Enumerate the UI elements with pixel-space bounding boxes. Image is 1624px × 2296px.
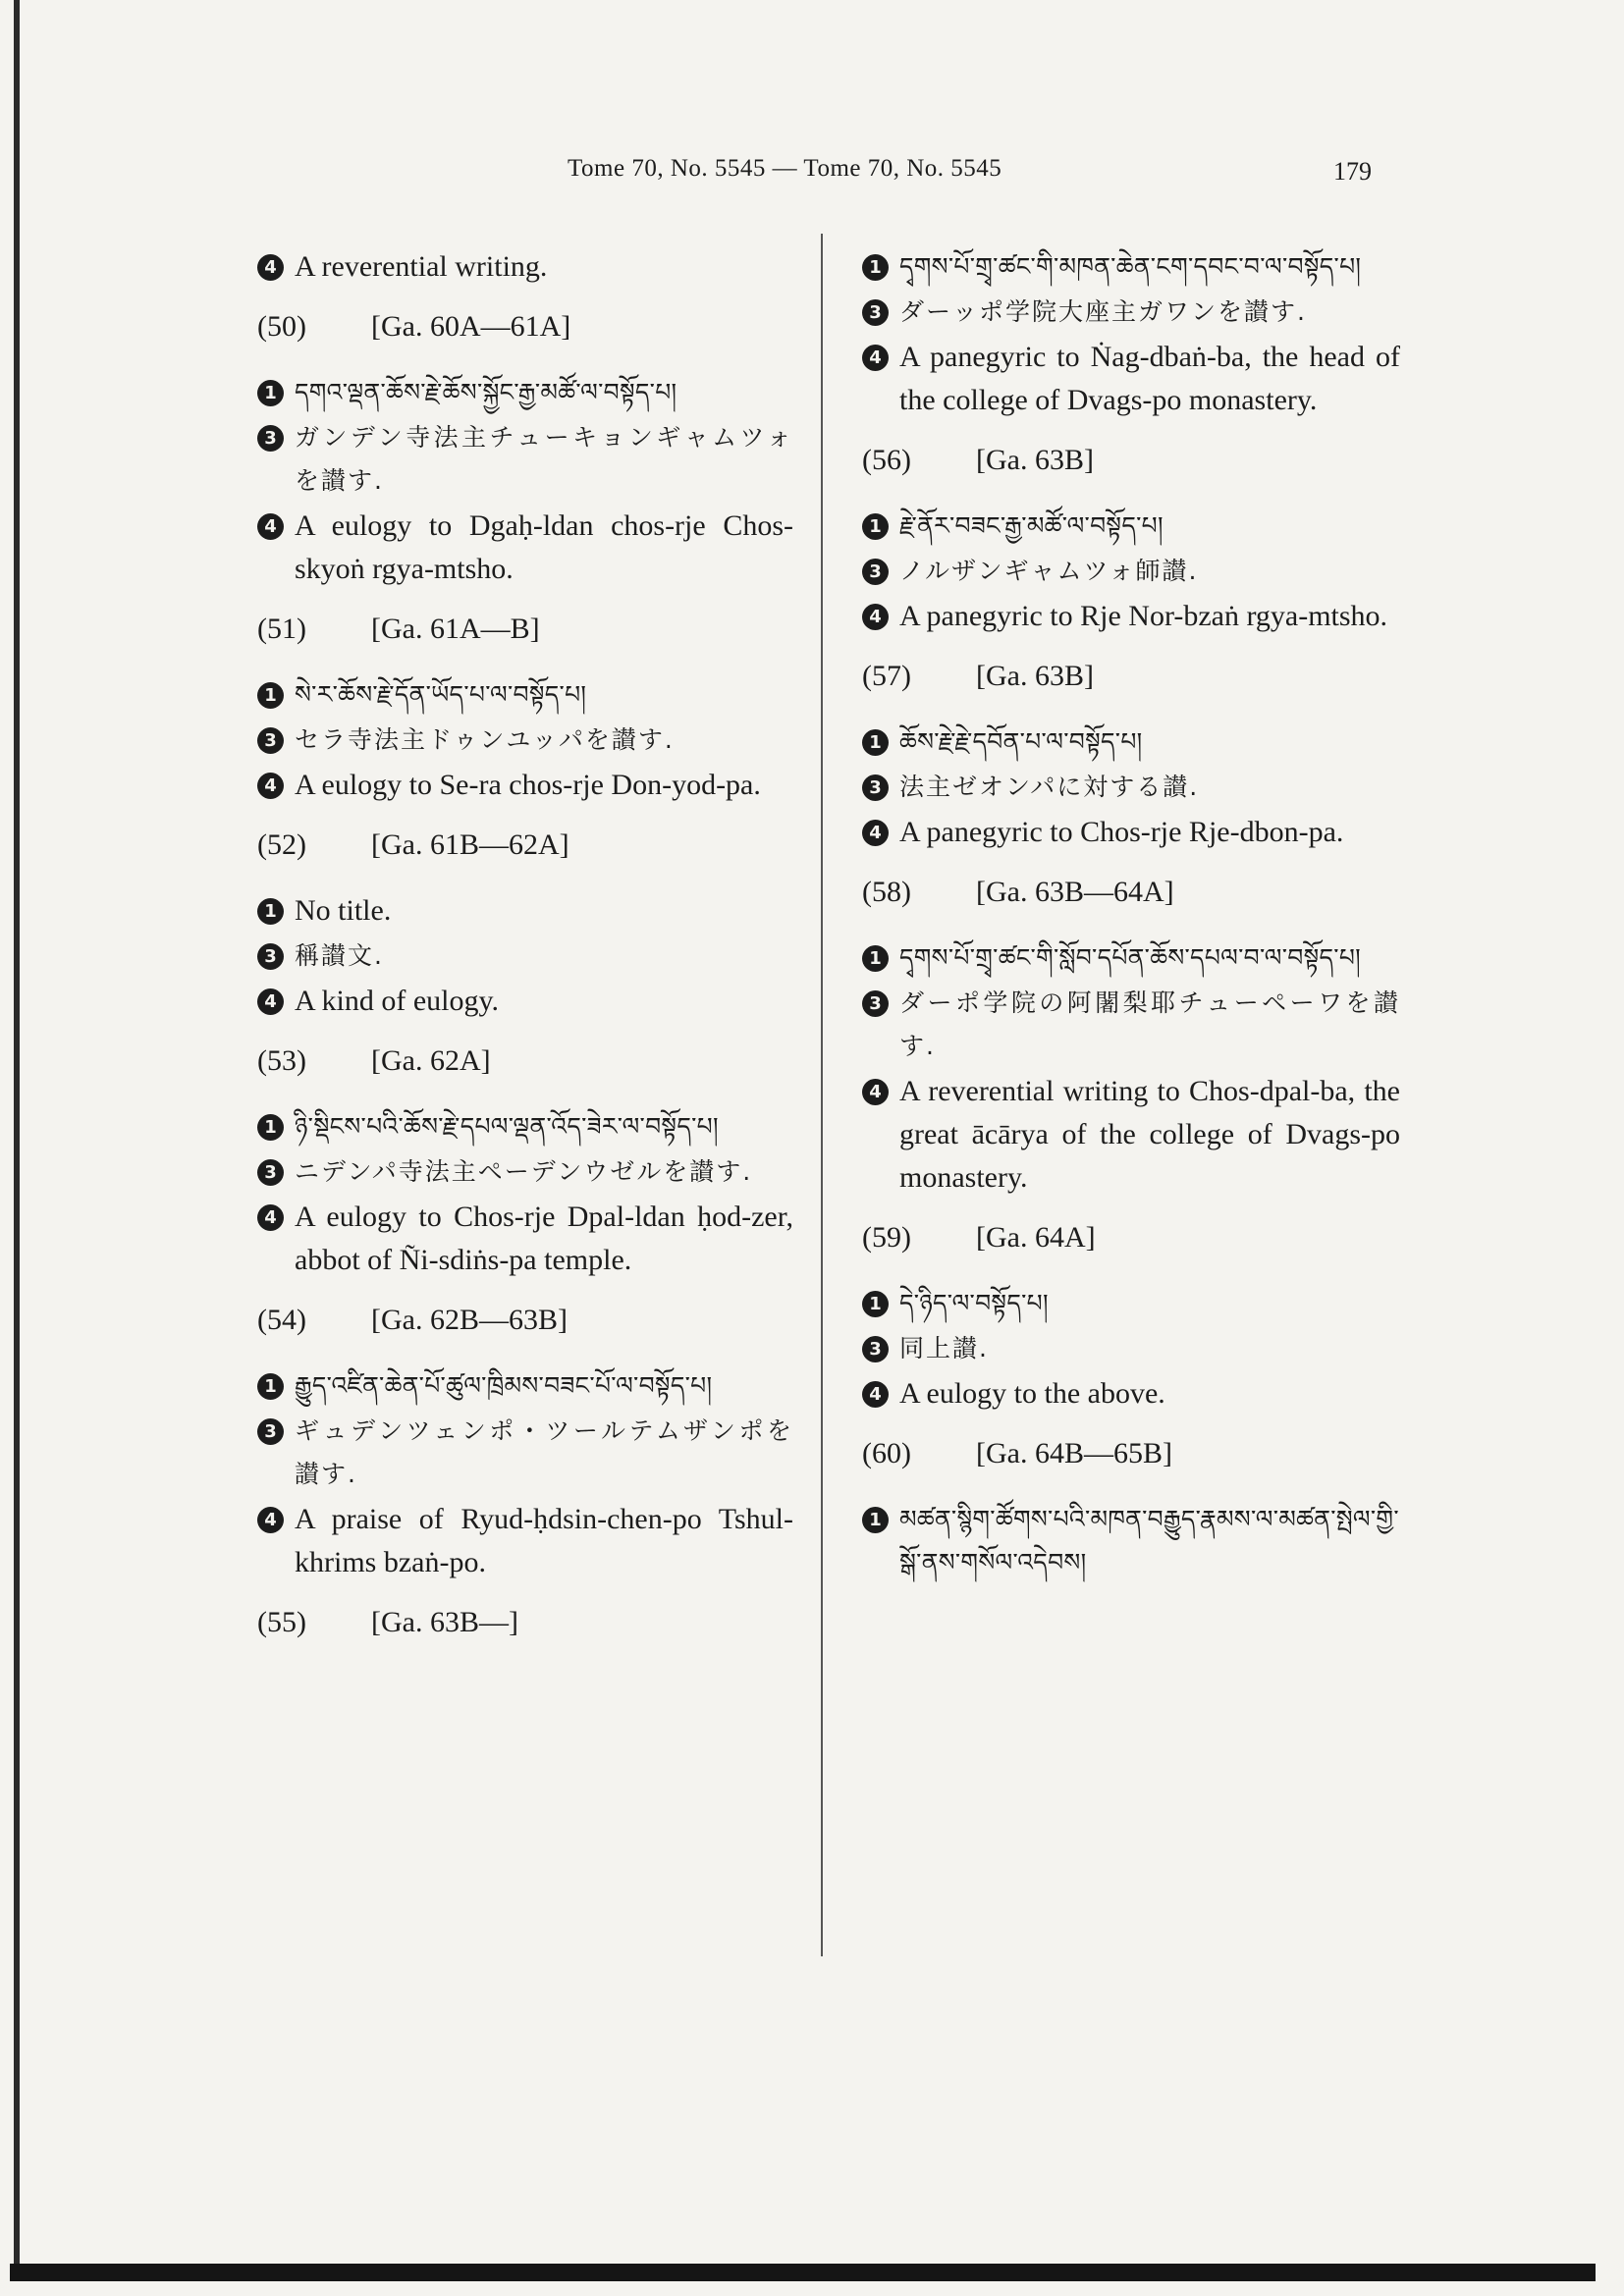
entry-number: (59) [862, 1221, 911, 1254]
marker-4-icon: 4 [862, 1381, 889, 1408]
tibetan-title: དྭགས་པོ་གྲྭ་ཚང་གི་མཁན་ཆེན་ངག་དབང་བ་ལ་བསྟོད་པ། [899, 252, 1362, 281]
tibetan-title: རྒྱུད་འཛིན་ཆེན་པོ་ཚུལ་ཁྲིམས་བཟང་པོ་ལ་བསྟོད་པ། [295, 1371, 713, 1400]
english-title-line [257, 1498, 793, 1584]
japanese-title: ニデンパ寺法主ペーデンウゼルを讃す. [295, 1157, 753, 1186]
marker-3-icon: 3 [862, 559, 889, 585]
right-column [862, 245, 1400, 1586]
entry-number: (60) [862, 1437, 911, 1469]
japanese-title: 法主ゼオンパに対する讃. [899, 773, 1200, 801]
marker-4-icon: 4 [862, 820, 889, 846]
japanese-title-line [257, 719, 793, 762]
marker-1-icon: 1 [862, 729, 889, 756]
japanese-title: ガンデン寺法主チューキョンギャムツォを讃す. [295, 423, 793, 495]
running-header: Tome 70, No. 5545 — Tome 70, No. 5545 [568, 155, 1002, 182]
english-title: A panegyric to Chos-rje Rje-dbon-pa. [899, 816, 1344, 848]
marker-1-icon: 1 [257, 380, 284, 406]
left-column [257, 245, 793, 1667]
marker-4-icon: 4 [862, 345, 889, 371]
tibetan-title: No title. [295, 894, 392, 927]
entry-number: (57) [862, 660, 911, 692]
tibetan-title: དགའ་ལྡན་ཆོས་རྗེ་ཆོས་སྐྱོང་རྒྱ་མཚོ་ལ་བསྟོད་པ། [295, 378, 677, 406]
marker-1-icon: 1 [257, 682, 284, 709]
english-title-line [257, 764, 793, 807]
entry-heading [257, 1044, 793, 1078]
marker-1-icon: 1 [862, 513, 889, 540]
english-title-line [257, 980, 793, 1023]
japanese-title-line [257, 1150, 793, 1194]
tibetan-title: དྭགས་པོ་གྲྭ་ཚང་གི་སློབ་དཔོན་ཆོས་དཔལ་བ་ལ་བསྟོད་པ། [899, 943, 1362, 972]
marker-1-icon: 1 [257, 1114, 284, 1141]
column-divider [821, 234, 823, 1956]
marker-3-icon: 3 [257, 1418, 284, 1445]
entry-heading [257, 613, 793, 646]
entry-number: (53) [257, 1044, 306, 1077]
tibetan-title-line [257, 1105, 793, 1148]
english-title-line [257, 1196, 793, 1282]
japanese-title: セラ寺法主ドゥンユッパを讃す. [295, 725, 675, 754]
marker-4-icon: 4 [257, 513, 284, 540]
entry-heading [257, 310, 793, 344]
english-title-line [862, 811, 1400, 854]
english-title: A eulogy to Dgaḥ-ldan chos-rje Chos-skyoṅ rgya-mtsho. [295, 509, 793, 585]
english-title-line [862, 1372, 1400, 1415]
entry-ref: [Ga. 63B] [976, 444, 1094, 476]
entry-ref: [Ga. 62A] [371, 1044, 491, 1077]
entry-ref: [Ga. 60A—61A] [371, 310, 571, 343]
entry-heading [257, 1304, 793, 1337]
entry-number: (56) [862, 444, 911, 476]
tibetan-title: ཉི་སྡིངས་པའི་ཆོས་རྗེ་དཔལ་ལྡན་འོད་ཟེར་ལ་བསྟོད་པ། [295, 1112, 719, 1141]
marker-4-icon: 4 [257, 1204, 284, 1231]
entry-ref: [Ga. 64B—65B] [976, 1437, 1172, 1469]
marker-4-icon: 4 [862, 1079, 889, 1105]
tibetan-title-line [862, 936, 1400, 980]
marker-1-icon: 1 [257, 1373, 284, 1400]
tibetan-title-line [257, 673, 793, 717]
japanese-title: 同上讃. [899, 1334, 989, 1362]
marker-4-icon: 4 [257, 773, 284, 799]
page-bottom-bar [10, 2264, 1596, 2281]
english-title: A eulogy to the above. [899, 1377, 1165, 1410]
japanese-title-line [257, 934, 793, 978]
entry-heading [257, 1606, 793, 1639]
tibetan-title-line [257, 889, 793, 933]
japanese-title: ダーッポ学院大座主ガワンを讃す. [899, 297, 1307, 326]
tibetan-title-line [862, 245, 1400, 289]
japanese-title-line [257, 1410, 793, 1496]
tibetan-title-line [862, 721, 1400, 764]
entry-number: (55) [257, 1606, 306, 1638]
japanese-title-line [257, 416, 793, 503]
english-title-line [862, 595, 1400, 638]
marker-4-icon: 4 [257, 1507, 284, 1533]
japanese-title-line [862, 982, 1400, 1068]
entry-number: (51) [257, 613, 306, 645]
entry-ref: [Ga. 63B] [976, 660, 1094, 692]
japanese-title: 稱讃文. [295, 941, 384, 970]
japanese-title-line [862, 766, 1400, 809]
marker-4-icon: 4 [257, 254, 284, 281]
english-title-line [862, 336, 1400, 422]
entry-ref: [Ga. 61A—B] [371, 613, 540, 645]
entry-ref: [Ga. 61B—62A] [371, 828, 569, 861]
marker-3-icon: 3 [862, 1336, 889, 1362]
marker-3-icon: 3 [257, 943, 284, 970]
tibetan-title-line [257, 1364, 793, 1408]
entry-number: (52) [257, 828, 306, 861]
english-title: A eulogy to Chos-rje Dpal-ldan ḥod-zer, abbot of Ñi-sdiṅs-pa temple. [295, 1201, 793, 1276]
entry-heading [257, 828, 793, 862]
marker-3-icon: 3 [257, 425, 284, 452]
entry-ref: [Ga. 63B—] [371, 1606, 518, 1638]
tibetan-title: རྗེ་ནོར་བཟང་རྒྱ་མཚོ་ལ་བསྟོད་པ། [899, 511, 1164, 540]
english-title: A reverential writing to Chos-dpal-ba, the great ācārya of the college of Dvags-po monastery. [899, 1075, 1400, 1194]
tibetan-title: དེ་ཉིད་ལ་བསྟོད་པ། [899, 1289, 1049, 1317]
tibetan-title: མཚན་སྙིག་ཚོགས་པའི་མཁན་བརྒྱུད་རྣམས་ལ་མཚན་སྤེལ་གྱི་སྒོ་ནས་གསོལ་འདེབས། [899, 1505, 1399, 1576]
marker-3-icon: 3 [862, 774, 889, 801]
japanese-title: ギュデンツェンポ・ツールテムザンポを讃す. [295, 1416, 793, 1488]
entry-number: (50) [257, 310, 306, 343]
entry-ref: [Ga. 63B—64A] [976, 876, 1174, 908]
english-title: A eulogy to Se-ra chos-rje Don-yod-pa. [295, 769, 761, 801]
japanese-title-line [862, 1327, 1400, 1370]
entry-number: (58) [862, 876, 911, 908]
english-title: A panegyric to Rje Nor-bzaṅ rgya-mtsho. [899, 600, 1388, 632]
entry-heading [862, 876, 1400, 909]
marker-1-icon: 1 [257, 898, 284, 925]
japanese-title: ダーポ学院の阿闍梨耶チューペーワを讃す. [899, 988, 1400, 1060]
english-title-line [862, 1070, 1400, 1200]
entry-number: (54) [257, 1304, 306, 1336]
entry-heading [862, 1221, 1400, 1255]
intro-english: A reverential writing. [295, 250, 548, 283]
marker-1-icon: 1 [862, 1291, 889, 1317]
intro-english-line [257, 245, 793, 289]
entry-heading [862, 1437, 1400, 1470]
page-number: 179 [1333, 157, 1372, 186]
english-title: A praise of Ryud-ḥdsin-chen-po Tshul-khrims bzaṅ-po. [295, 1503, 793, 1578]
japanese-title-line [862, 291, 1400, 334]
tibetan-title-line [257, 371, 793, 414]
tibetan-title-line [862, 505, 1400, 548]
japanese-title-line [862, 550, 1400, 593]
marker-4-icon: 4 [257, 988, 284, 1015]
marker-3-icon: 3 [257, 727, 284, 754]
marker-3-icon: 3 [862, 990, 889, 1017]
marker-1-icon: 1 [862, 1507, 889, 1533]
english-title: A panegyric to Ṅag-dbaṅ-ba, the head of the college of Dvags-po monastery. [899, 341, 1400, 416]
tibetan-title-line [862, 1282, 1400, 1325]
marker-1-icon: 1 [862, 254, 889, 281]
entry-ref: [Ga. 62B—63B] [371, 1304, 568, 1336]
entry-heading [862, 444, 1400, 477]
entry-ref: [Ga. 64A] [976, 1221, 1096, 1254]
marker-3-icon: 3 [862, 299, 889, 326]
japanese-title: ノルザンギャムツォ師讃. [899, 557, 1199, 585]
english-title: A kind of eulogy. [295, 985, 500, 1017]
entry-heading [862, 660, 1400, 693]
tibetan-title-line [862, 1498, 1400, 1584]
marker-4-icon: 4 [862, 604, 889, 630]
tibetan-title: ཆོས་རྗེ་རྗེ་དབོན་པ་ལ་བསྟོད་པ། [899, 727, 1143, 756]
english-title-line [257, 505, 793, 591]
marker-3-icon: 3 [257, 1159, 284, 1186]
marker-1-icon: 1 [862, 945, 889, 972]
tibetan-title: སེ་ར་ཆོས་རྗེ་དོན་ཡོད་པ་ལ་བསྟོད་པ། [295, 680, 587, 709]
page-left-border [14, 0, 20, 2268]
